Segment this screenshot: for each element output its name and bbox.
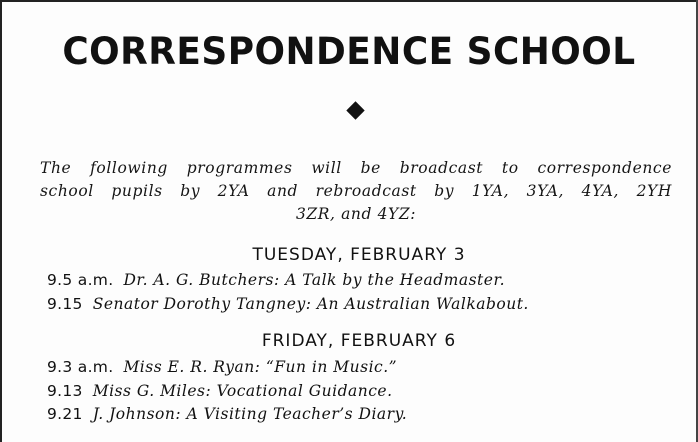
- day-heading-friday: FRIDAY, FEBRUARY 6: [261, 331, 457, 351]
- entry-time: 9.15: [47, 295, 83, 313]
- day-heading-tuesday: TUESDAY, FEBRUARY 3: [252, 245, 466, 265]
- programme-entry: [47, 382, 393, 401]
- programme-entry: [47, 405, 407, 424]
- page-title: CORRESPONDENCE SCHOOL: [62, 30, 636, 73]
- programme-entry: [47, 295, 529, 314]
- entry-time: 9.21: [47, 405, 83, 423]
- entry-description: Miss E. R. Ryan: “Fun in Music.”: [123, 358, 398, 376]
- entry-description: Dr. A. G. Butchers: A Talk by the Headmaster.: [123, 271, 506, 289]
- intro-line: The following programmes will be broadcast to correspondence: [40, 159, 672, 177]
- entry-description: Senator Dorothy Tangney: An Australian Walkabout.: [92, 295, 529, 313]
- diamond-icon: [346, 101, 364, 119]
- programme-entry: [47, 271, 505, 290]
- intro-paragraph: [40, 157, 672, 226]
- left-border-rule: [0, 0, 2, 442]
- entry-time: 9.3 a.m.: [47, 358, 114, 376]
- entry-description: J. Johnson: A Visiting Teacher’s Diary.: [92, 405, 408, 423]
- entry-time: 9.13: [47, 382, 83, 400]
- top-border-rule: [0, 0, 698, 2]
- programme-entry: [47, 358, 397, 377]
- entry-time: 9.5 a.m.: [47, 271, 114, 289]
- intro-line: 3ZR, and 4YZ:: [295, 205, 417, 223]
- intro-line: school pupils by 2YA and rebroadcast by 1YA, 3YA, 4YA, 2YH: [40, 182, 672, 200]
- entry-description: Miss G. Miles: Vocational Guidance.: [92, 382, 393, 400]
